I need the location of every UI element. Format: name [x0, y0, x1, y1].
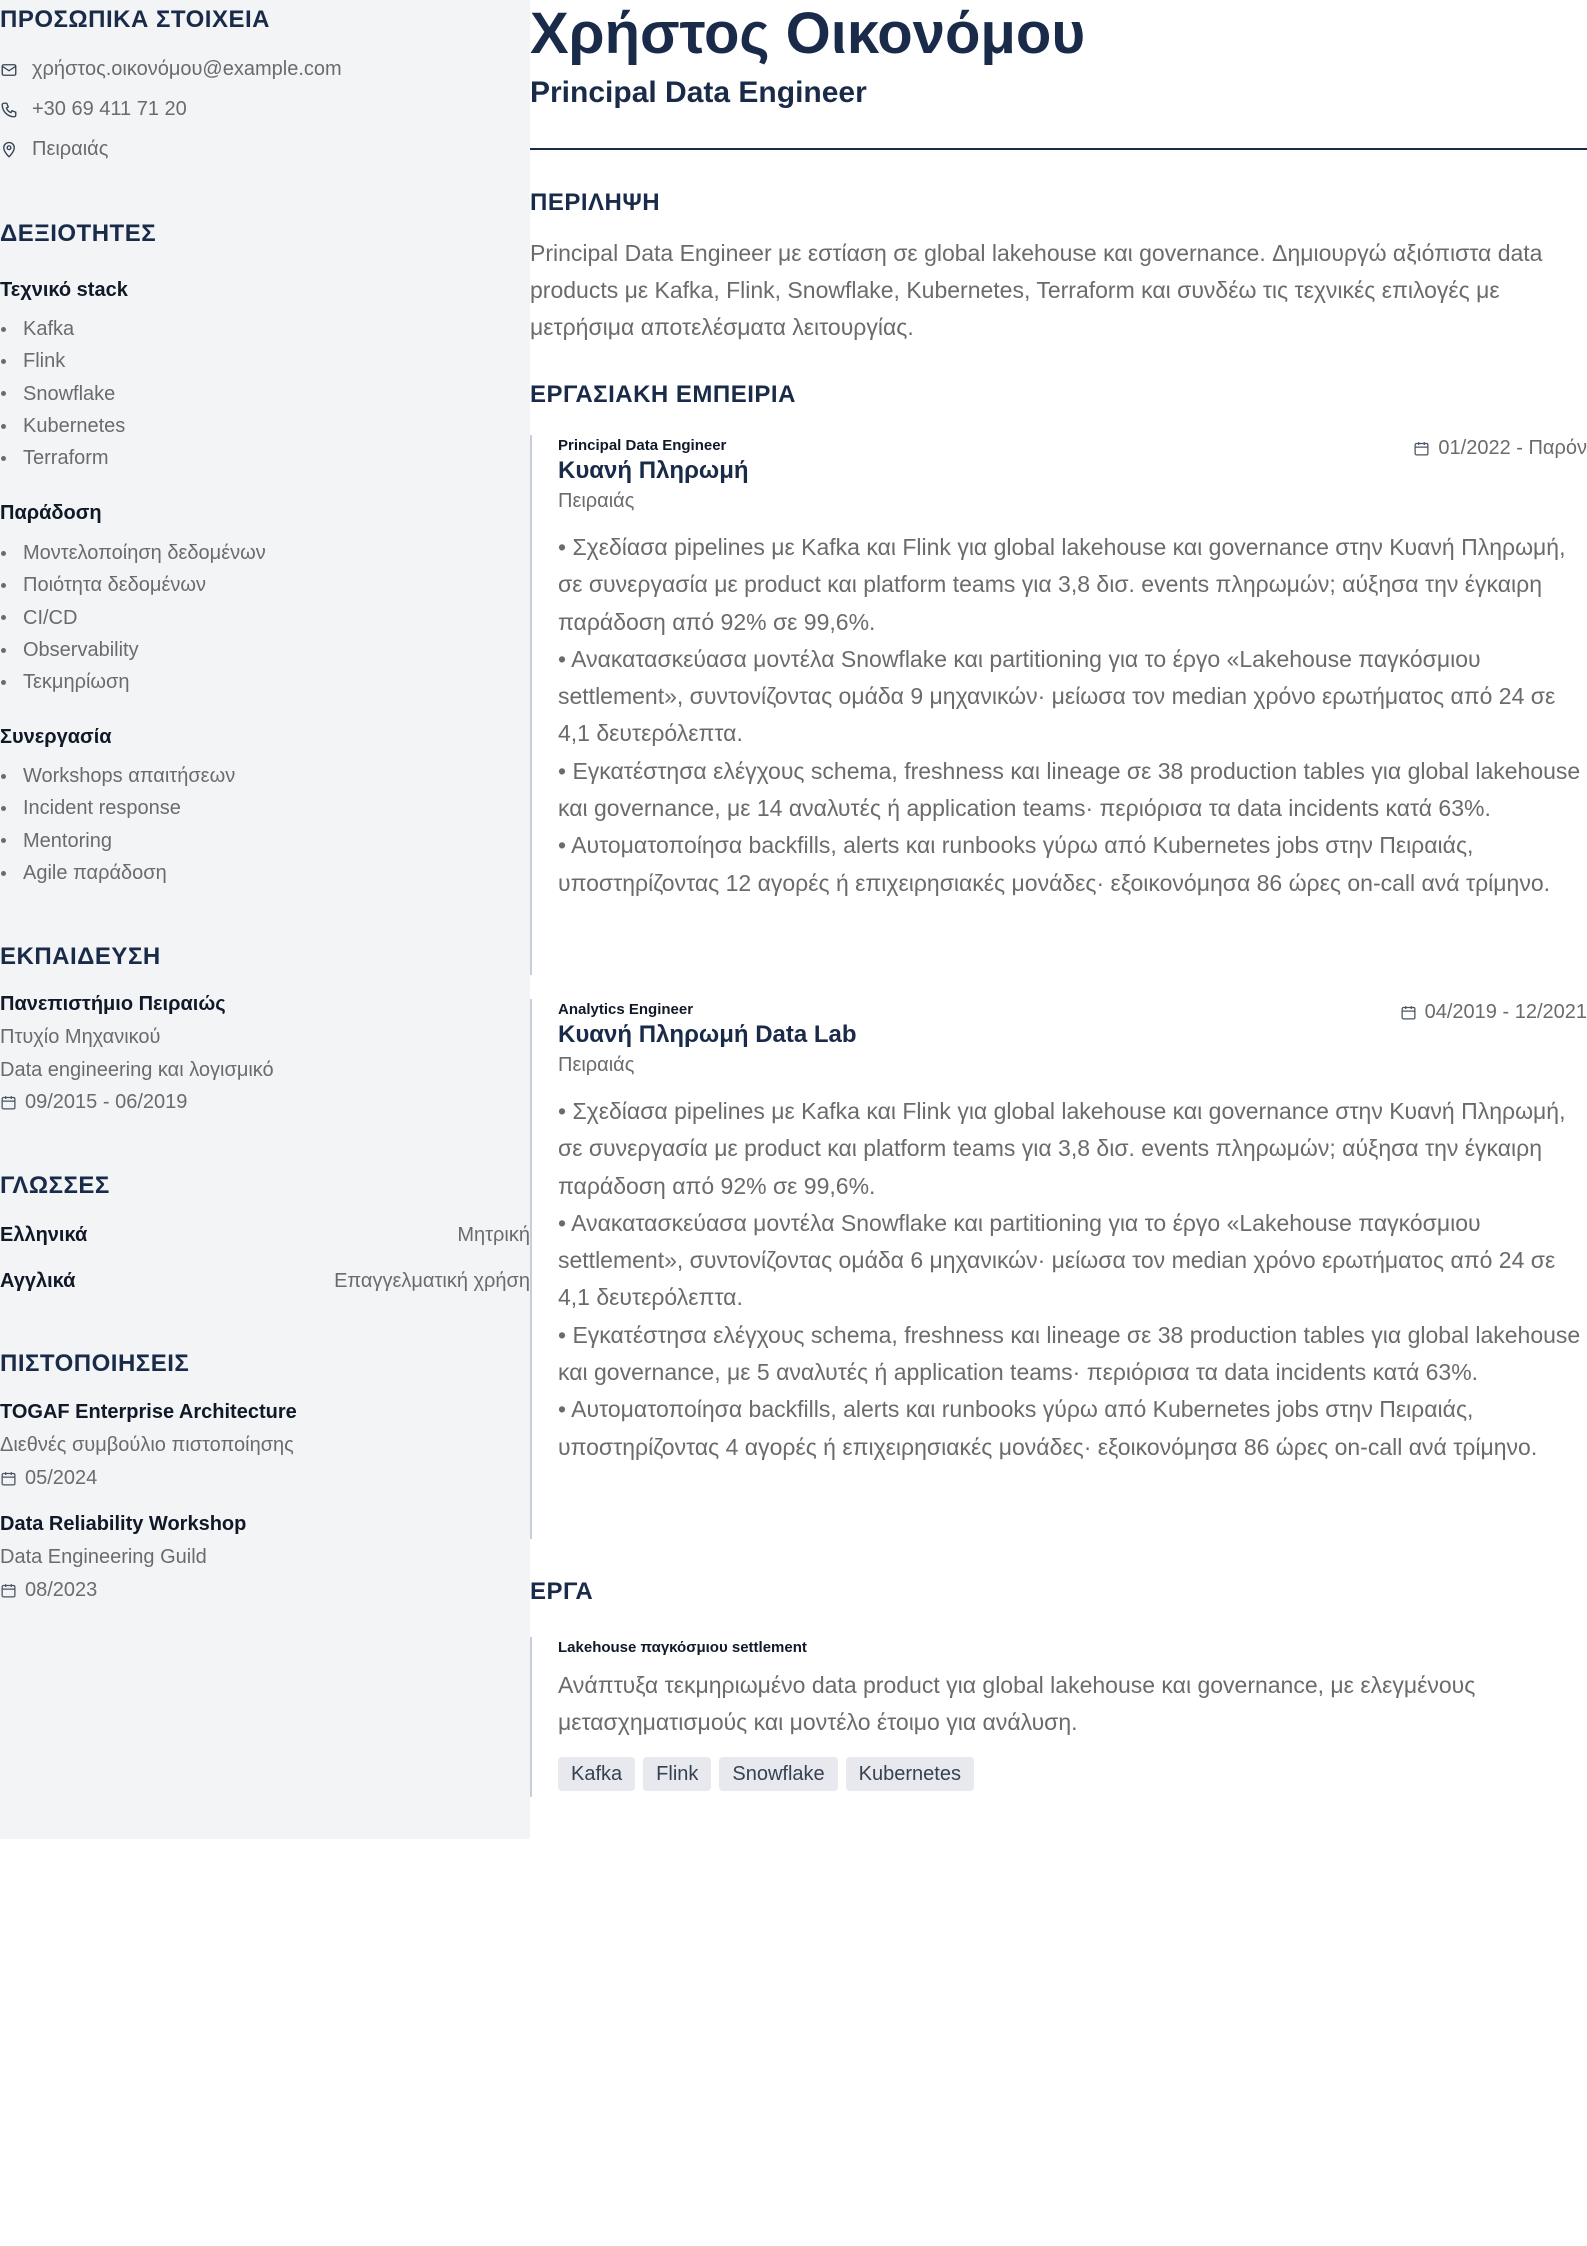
list-item: Kafka — [0, 313, 125, 345]
list-item: Observability — [0, 634, 266, 666]
job-dates: 01/2022 - Παρόν — [1413, 437, 1587, 460]
language-row — [0, 1224, 530, 1247]
skill-group-title: Συνεργασία — [0, 726, 112, 748]
bullet-item: • Ανακατασκεύασα μοντέλα Snowflake και partitioning για το έργο «Lakehouse παγκόσμιου settlement», συντονίζοντας ομάδα 9 μηχανικών· μείωσα τον median χρόνο ερωτήματος από 24 σε 4,1 δευτερόλεπτα. — [558, 645, 1556, 747]
list-item: Ποιότητα δεδομένων — [0, 569, 266, 601]
tag-badge: Kubernetes — [846, 1757, 974, 1791]
map-pin-icon — [0, 141, 18, 159]
bullet-item: • Εγκατέστησα ελέγχους schema, freshness και lineage σε 38 production tables για global lakehouse και governance, με 14 αναλυτές ή application teams· περιόρισα τα data incidents κατά 63%. — [558, 757, 1581, 822]
job-bullets — [558, 523, 1587, 902]
language-name: Αγγλικά — [0, 1270, 76, 1292]
phone-contact[interactable] — [0, 98, 187, 121]
list-item: Flink — [0, 345, 125, 377]
personal-heading: ΠΡΟΣΩΠΙΚΑ ΣΤΟΙΧΕΙΑ — [0, 6, 270, 33]
job-location: Πειραιάς — [558, 1054, 635, 1076]
header-divider — [530, 148, 1587, 150]
education-dates: 09/2015 - 06/2019 — [0, 1091, 187, 1114]
bullet-item: • Σχεδίασα pipelines με Kafka και Flink για global lakehouse και governance στην Κυανή Πληρωμή, σε συνεργασία με product και platform teams για 3,8 δισ. events πληρωμών; αύξησα την έγκαιρη παράδοση από 92% σε 99,6%. — [558, 534, 1566, 635]
tag-badge: Snowflake — [719, 1757, 837, 1791]
email-contact[interactable] — [0, 58, 342, 81]
languages-heading: ΓΛΩΣΣΕΣ — [0, 1172, 110, 1199]
list-item: Kubernetes — [0, 410, 125, 442]
mail-icon — [0, 61, 18, 79]
sidebar — [0, 0, 530, 1839]
email-text: χρήστος.οικονόμου@example.com — [32, 58, 342, 80]
person-role: Principal Data Engineer — [530, 76, 867, 109]
certification-issuer: Data Engineering Guild — [0, 1546, 207, 1568]
education-heading: ΕΚΠΑΙΔΕΥΣΗ — [0, 943, 161, 970]
bullet-item: • Αυτοματοποίησα backfills, alerts και runbooks γύρω από Kubernetes jobs στην Πειραιάς, υποστηρίζοντας 12 αγορές ή επιχειρησιακές μονάδες· εξοικονόμησα 86 ώρες on-call ανά τρίμηνο. — [558, 832, 1550, 896]
job-entry — [530, 999, 1587, 1539]
job-company: Κυανή Πληρωμή — [558, 457, 749, 484]
project-description: Ανάπτυξα τεκμηριωμένο data product για global lakehouse και governance, με ελεγμένους μετασχηματισμούς και μοντέλο έτοιμο για ανάλυση. — [558, 1672, 1476, 1735]
job-entry — [530, 435, 1587, 975]
summary-text: Principal Data Engineer με εστίαση σε global lakehouse και governance. Δημιουργώ αξιόπιστα data products με Kafka, Flink, Snowflake, Kubernetes, Terraform και συνδέω τις τεχνικές επιλογές με μετρήσιμα αποτελέσματα λειτουργίας. — [530, 240, 1543, 340]
job-title: Analytics Engineer — [558, 1001, 694, 1018]
certification-title: TOGAF Enterprise Architecture — [0, 1401, 297, 1423]
phone-icon — [0, 101, 18, 119]
school-name: Πανεπιστήμιο Πειραιώς — [0, 993, 226, 1015]
language-row — [0, 1270, 530, 1293]
skill-group-title: Παράδοση — [0, 502, 102, 524]
list-item: Τεκμηρίωση — [0, 666, 266, 698]
calendar-icon — [0, 1094, 17, 1111]
degree-text: Πτυχίο Μηχανικού — [0, 1026, 161, 1048]
project-tags — [558, 1757, 1587, 1791]
list-item: Mentoring — [0, 825, 235, 857]
list-item: Terraform — [0, 442, 125, 474]
list-item: CI/CD — [0, 602, 266, 634]
certifications-heading: ΠΙΣΤΟΠΟΙΗΣΕΙΣ — [0, 1350, 190, 1377]
skill-list — [0, 760, 235, 889]
language-level: Μητρική — [457, 1224, 530, 1246]
bullet-item: • Αυτοματοποίησα backfills, alerts και runbooks γύρω από Kubernetes jobs στην Πειραιάς, υποστηρίζοντας 4 αγορές ή επιχειρησιακές μονάδες· εξοικονόμησα 86 ώρες on-call ανά τρίμηνο. — [558, 1396, 1538, 1460]
location-text: Πειραιάς — [32, 138, 109, 160]
job-title: Principal Data Engineer — [558, 437, 727, 454]
calendar-icon — [1400, 1004, 1417, 1021]
project-entry — [530, 1637, 1587, 1797]
location-contact — [0, 138, 108, 161]
list-item: Workshops απαιτήσεων — [0, 760, 235, 792]
field-text: Data engineering και λογισμικό — [0, 1059, 274, 1081]
skill-group-title: Τεχνικό stack — [0, 279, 128, 301]
tag-badge: Flink — [643, 1757, 711, 1791]
phone-text: +30 69 411 71 20 — [32, 98, 187, 120]
list-item: Incident response — [0, 792, 235, 824]
certification-issuer: Διεθνές συμβούλιο πιστοποίησης — [0, 1434, 294, 1456]
job-company: Κυανή Πληρωμή Data Lab — [558, 1021, 857, 1048]
certification-date: 05/2024 — [0, 1467, 97, 1490]
bullet-item: • Ανακατασκεύασα μοντέλα Snowflake και partitioning για το έργο «Lakehouse παγκόσμιου settlement», συντονίζοντας ομάδα 6 μηχανικών· μείωσα τον median χρόνο ερωτήματος από 24 σε 4,1 δευτερόλεπτα. — [558, 1209, 1556, 1311]
tag-badge: Kafka — [558, 1757, 635, 1791]
certification-title: Data Reliability Workshop — [0, 1513, 247, 1535]
calendar-icon — [0, 1582, 17, 1599]
project-title: Lakehouse παγκόσμιου settlement — [558, 1639, 807, 1656]
skill-list — [0, 313, 125, 474]
person-name: Χρήστος Οικονόμου — [530, 1, 1086, 66]
list-item: Μοντελοποίηση δεδομένων — [0, 537, 266, 569]
job-location: Πειραιάς — [558, 490, 635, 512]
calendar-icon — [0, 1470, 17, 1487]
job-dates: 04/2019 - 12/2021 — [1400, 1001, 1587, 1024]
calendar-icon — [1413, 440, 1430, 457]
language-name: Ελληνικά — [0, 1224, 88, 1246]
language-level: Επαγγελματική χρήση — [334, 1270, 530, 1292]
experience-heading: ΕΡΓΑΣΙΑΚΗ ΕΜΠΕΙΡΙΑ — [530, 381, 796, 408]
skills-heading: ΔΕΞΙΟΤΗΤΕΣ — [0, 220, 157, 247]
projects-heading: ΕΡΓΑ — [530, 1578, 594, 1605]
list-item: Agile παράδοση — [0, 857, 235, 889]
skill-list — [0, 537, 266, 698]
bullet-item: • Εγκατέστησα ελέγχους schema, freshness και lineage σε 38 production tables για global lakehouse και governance, με 5 αναλυτές ή application teams· περιόρισα τα data incidents κατά 63%. — [558, 1321, 1581, 1386]
list-item: Snowflake — [0, 378, 125, 410]
summary-heading: ΠΕΡΙΛΗΨΗ — [530, 189, 661, 216]
bullet-item: • Σχεδίασα pipelines με Kafka και Flink για global lakehouse και governance στην Κυανή Πληρωμή, σε συνεργασία με product και platform teams για 3,8 δισ. events πληρωμών; αύξησα την έγκαιρη παράδοση από 92% σε 99,6%. — [558, 1098, 1566, 1199]
certification-date: 08/2023 — [0, 1579, 97, 1602]
job-bullets — [558, 1087, 1587, 1466]
